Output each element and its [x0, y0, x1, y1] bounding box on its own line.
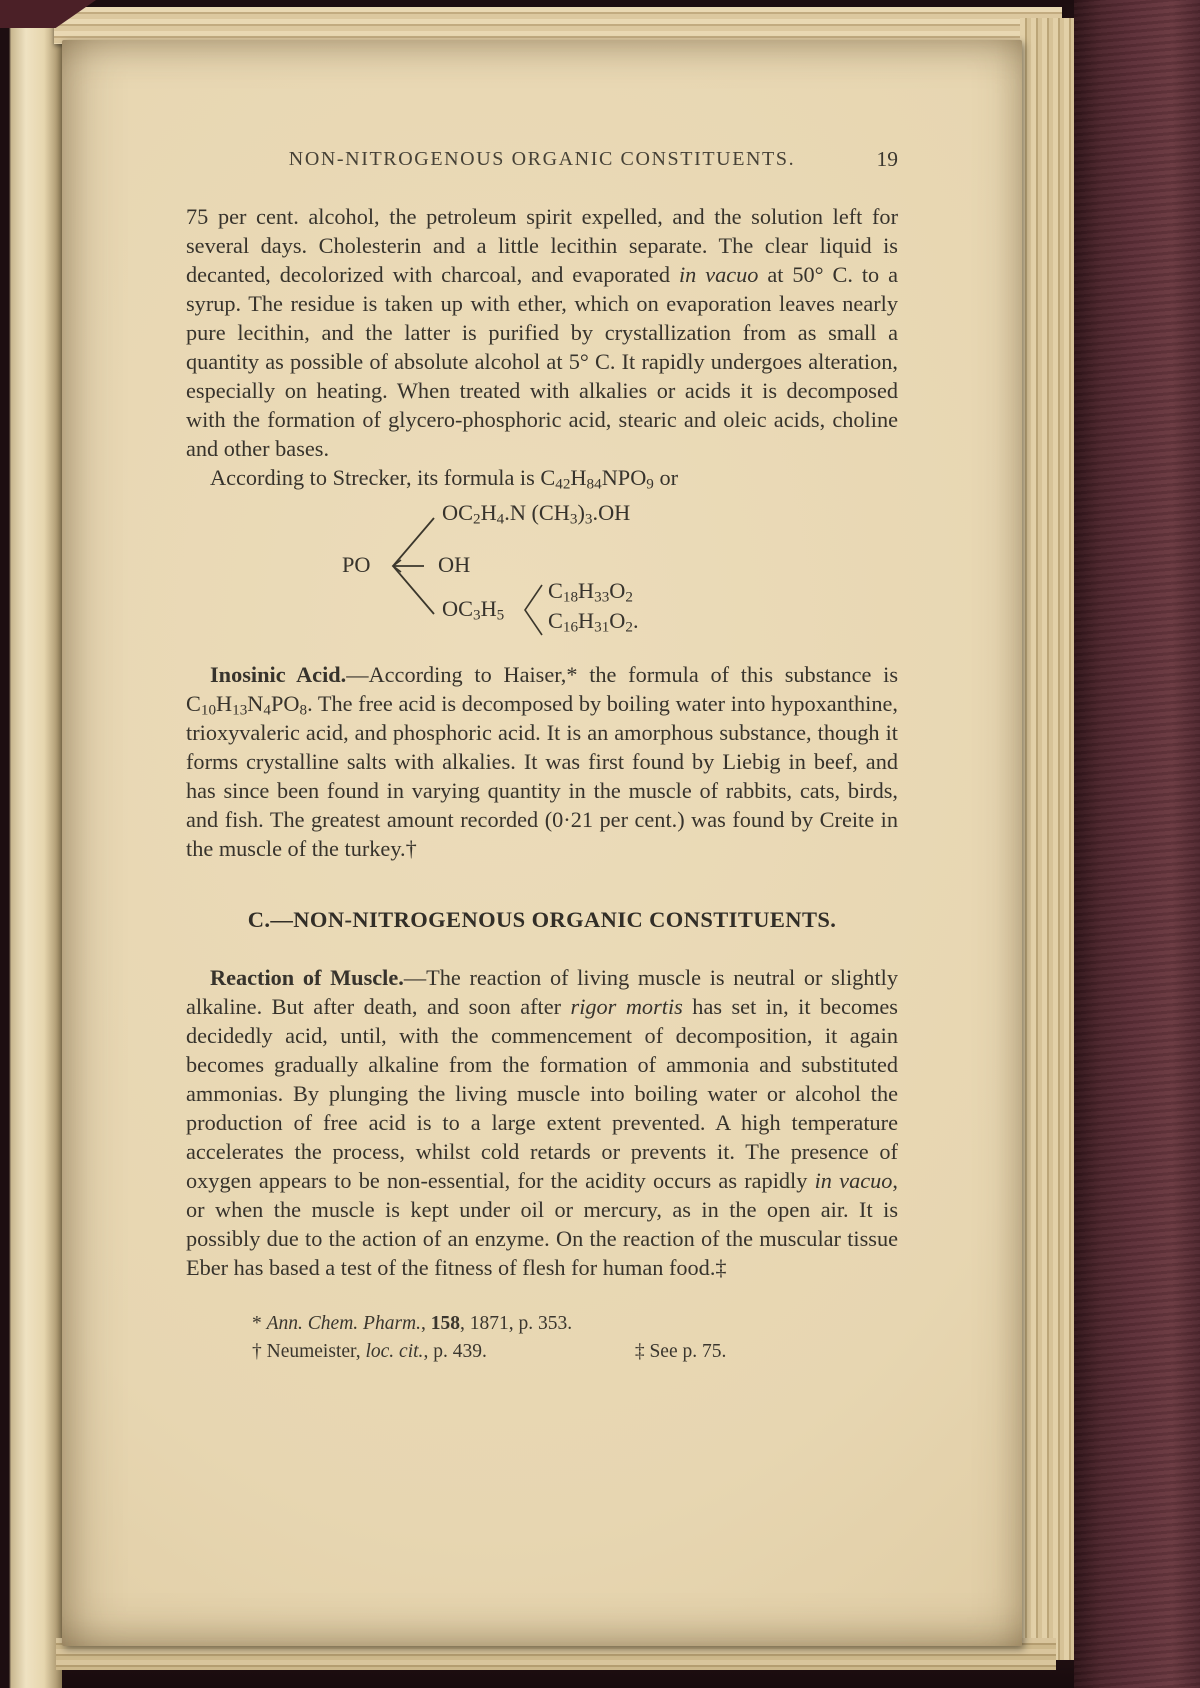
formula-root: PO: [342, 552, 371, 577]
formula-branch-bracket-icon: [390, 514, 436, 618]
formula-branch-glyceryl: $OC_3H_5$: [442, 596, 505, 624]
formula-ester-oleic: $C_{18}H_{33}O_2$: [548, 578, 633, 606]
formula-branch-choline: $OC_2H_4.N$ $(CH_3)_3.OH$: [442, 500, 631, 528]
footnote-row: [252, 1338, 898, 1366]
formula-branch-hydroxyl: OH: [438, 552, 471, 577]
footnote-2: † Neumeister, loc. cit., p. 439.: [252, 1340, 487, 1362]
book-cover-right: [1074, 0, 1200, 1688]
running-title: NON-NITROGENOUS ORGANIC CONSTITUENTS.: [288, 148, 796, 170]
running-header: [186, 148, 898, 178]
footnote-3: ‡ See p. 75.: [634, 1340, 727, 1362]
body-paragraph-reaction-of-muscle: Reaction of Muscle.—The reaction of living muscle is neutral or slightly alkaline. But after death, and soon after rigor mortis has set in, it becomes decidedly acid, until, with the commencement of decomposition, it again becomes gradually alkaline from the formation of ammonia and substituted ammonias. By plunging the living muscle into boiling water or alcohol the production of free acid is to a large extent prevented. A high temperature accelerates the process, whilst cold retards or prevents it. The presence of oxygen appears to be non-essential, for the acidity occurs as rapidly in vacuo, or when the muscle is kept under oil or mercury, as in the open air. It is possibly due to the action of an enzyme. On the reaction of the muscular tissue Eber has based a test of the fitness of flesh for human food.‡: [186, 965, 898, 1280]
body-paragraph-strecker-formula: According to Strecker, its formula is $C_{42}H_{84}NPO_9$ or: [210, 465, 679, 493]
section-heading: C.—NON-NITROGENOUS ORGANIC CONSTITUENTS.: [247, 907, 837, 932]
formula-ester-bracket-icon: [522, 582, 544, 638]
book-page: [62, 40, 1022, 1646]
left-page-edge: [0, 0, 62, 1688]
page-edges-top: [54, 7, 1062, 44]
page-content: [186, 148, 898, 1365]
footnotes: [252, 1310, 898, 1365]
body-paragraph-alcohol-lecithin: 75 per cent. alcohol, the petroleum spirit expelled, and the solution left for several days. Cholesterin and a little lecithin separate. The clear liquid is decanted, decolorized with charcoal, and evaporated in vacuo at 50° C. to a syrup. The residue is taken up with ether, which on evaporation leaves nearly pure lecithin, and the latter is purified by crystallization from as small a quantity as possible of absolute alcohol at 5° C. It rapidly undergoes alteration, especially on heating. When treated with alkalies or acids it is decomposed with the formation of glycero-phosphoric acid, stearic and oleic acids, choline and other bases.: [186, 204, 899, 461]
page-number: 19: [876, 147, 898, 171]
body-paragraph-inosinic-acid: Inosinic Acid.—According to Haiser,* the formula of this substance is $C_{10}H_{13}N_4PO_8$. The free acid is decomposed by boiling water into hypoxanthine, trioxyvaleric acid, and phosphoric acid. It is an amorphous substance, though it forms crystalline salts with alkalies. It was first found by Liebig in beef, and has since been found in varying quantity in the muscle of rabbits, cats, birds, and fish. The greatest amount recorded (0·21 per cent.) was found by Creite in the muscle of the turkey.†: [186, 662, 899, 861]
formula-ester-palmitic: $C_{16}H_{31}O_2$.: [548, 608, 639, 636]
chemical-formula-diagram: [186, 498, 898, 650]
footnote-1: * Ann. Chem. Pharm., 158, 1871, p. 353.: [252, 1313, 573, 1334]
page-edges-right: [1020, 18, 1074, 1660]
